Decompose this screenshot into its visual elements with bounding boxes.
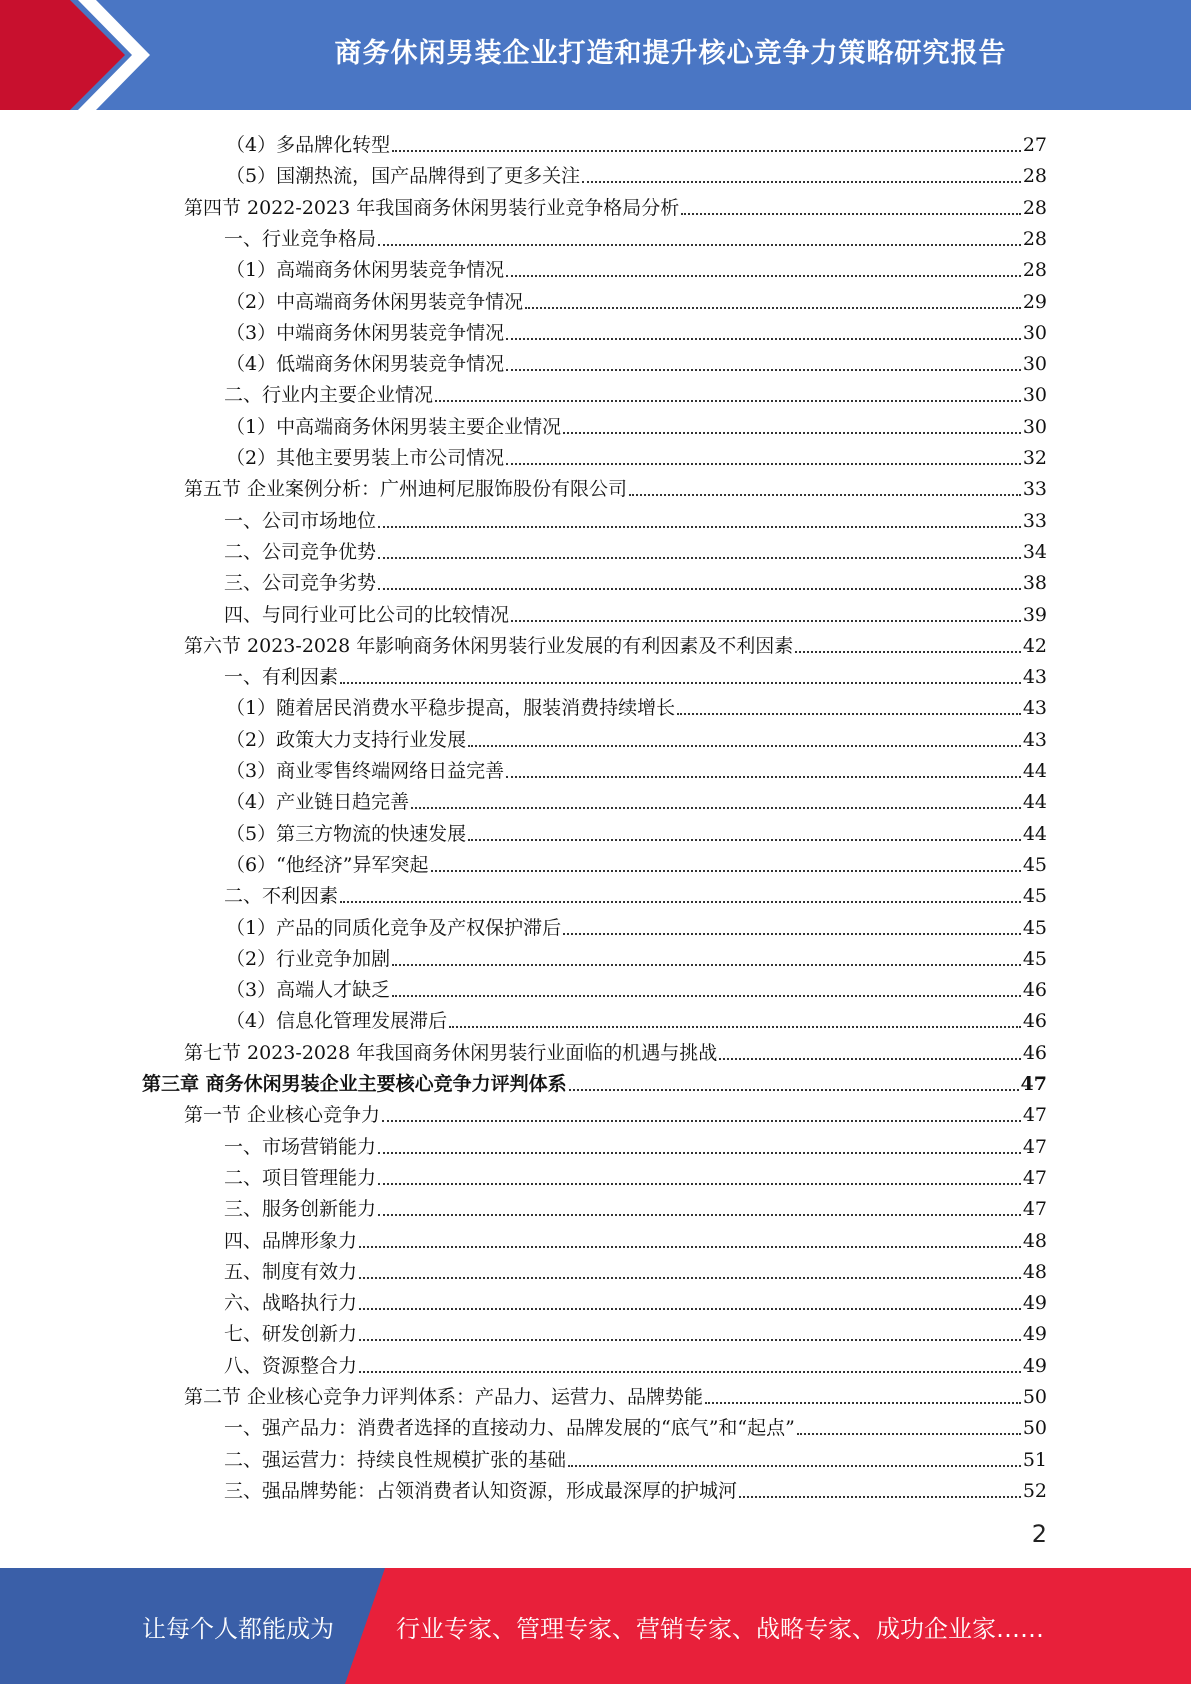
toc-entry[interactable] [226,127,1047,157]
toc-entry-title: （2）中高端商务休闲男装竞争情况 [226,290,524,313]
toc-entry-title: 三、强品牌势能：占领消费者认知资源，形成最深厚的护城河 [224,1479,738,1502]
toc-dot-leader [378,588,1021,590]
toc-entry-page: 48 [1022,1260,1047,1283]
toc-entry[interactable] [224,1285,1047,1315]
toc-entry-page: 28 [1022,165,1047,188]
toc-entry-title: （1）高端商务休闲男装竞争情况 [226,259,505,282]
toc-dot-leader [739,1496,1021,1498]
toc-dot-leader [359,1371,1021,1373]
toc-entry-page: 44 [1022,760,1047,782]
toc-entry[interactable] [226,315,1047,345]
toc-entry-page: 47 [1022,1135,1047,1158]
toc-dot-leader [359,1246,1021,1248]
toc-entry-page: 46 [1022,979,1047,1002]
toc-dot-leader [435,400,1021,402]
toc-entry[interactable] [184,471,1047,501]
toc-entry-title: 四、与同行业可比公司的比较情况 [224,603,510,626]
toc-dot-leader [506,776,1021,778]
toc-entry[interactable] [224,878,1047,908]
toc-entry[interactable] [226,690,1047,720]
toc-dot-leader [382,1120,1021,1122]
toc-entry-page: 28 [1022,196,1047,219]
toc-entry-page: 44 [1022,791,1047,814]
toc-entry-page: 34 [1022,540,1047,563]
toc-dot-leader [468,839,1021,841]
toc-entry-title: 八、资源整合力 [224,1354,358,1377]
toc-entry[interactable] [224,659,1047,689]
toc-entry-title: 一、市场营销能力 [224,1135,377,1158]
toc-entry-page: 46 [1022,1041,1047,1064]
toc-dot-leader [378,1152,1021,1154]
toc-entry-title: （1）随着居民消费水平稳步提高，服装消费持续增长 [226,697,676,720]
toc-entry-title: 六、战略执行力 [224,1292,358,1315]
toc-dot-leader [629,494,1021,496]
toc-dot-leader [705,1402,1021,1404]
toc-entry-title: 三、服务创新能力 [224,1198,377,1221]
toc-dot-leader [506,338,1021,340]
toc-entry[interactable] [226,910,1047,940]
toc-entry-title: （1）中高端商务休闲男装主要企业情况 [226,415,562,438]
toc-entry-page: 45 [1022,947,1047,970]
toc-entry[interactable] [224,1410,1047,1440]
toc-dot-leader [378,1214,1021,1216]
toc-entry-title: 第五节 企业案例分析：广州迪柯尼服饰股份有限公司 [184,478,628,501]
toc-entry-page: 49 [1022,1323,1047,1346]
toc-entry[interactable] [224,534,1047,564]
toc-dot-leader [525,307,1021,309]
toc-dot-leader [563,933,1021,935]
toc-entry[interactable] [184,1097,1047,1127]
toc-entry-title: 一、行业竞争格局 [224,227,377,250]
toc-entry-page: 50 [1022,1386,1047,1408]
toc-entry-page: 48 [1022,1229,1047,1252]
toc-dot-leader [719,1058,1021,1060]
page-footer [0,1568,1191,1684]
toc-dot-leader [449,1026,1021,1028]
toc-entry[interactable] [226,1003,1047,1033]
toc-entry[interactable] [224,377,1047,407]
toc-entry-title: 四、品牌形象力 [224,1229,358,1252]
toc-entry-page: 47 [1020,1073,1047,1095]
toc-entry-title: 三、公司竞争劣势 [224,572,377,595]
toc-entry[interactable] [226,722,1047,752]
toc-dot-leader [582,181,1021,183]
toc-dot-leader [795,651,1021,653]
toc-entry-title: 一、公司市场地位 [224,509,377,532]
toc-entry-page: 39 [1022,603,1047,626]
toc-dot-leader [569,1089,1019,1091]
toc-entry-title: 第一节 企业核心竞争力 [184,1104,381,1127]
toc-entry-page: 47 [1022,1104,1047,1127]
toc-entry[interactable] [224,1254,1047,1284]
toc-dot-leader [378,1183,1021,1185]
toc-entry-page: 49 [1022,1292,1047,1315]
toc-entry-title: （1）产品的同质化竞争及产权保护滞后 [226,916,562,939]
toc-entry-page: 28 [1022,259,1047,282]
toc-entry[interactable] [224,1442,1047,1472]
toc-entry[interactable] [226,409,1047,439]
toc-dot-leader [431,870,1021,872]
toc-dot-leader [506,369,1021,371]
toc-entry-title: （2）其他主要男装上市公司情况 [226,447,505,469]
toc-entry-title: 第四节 2022-2023 年我国商务休闲男装行业竞争格局分析 [184,196,680,219]
toc-entry-page: 30 [1022,415,1047,438]
toc-entry-title: （4）低端商务休闲男装竞争情况 [226,353,505,376]
toc-dot-leader [378,557,1021,559]
toc-entry-title: 二、强运营力：持续良性规模扩张的基础 [224,1448,567,1471]
toc-entry[interactable] [226,440,1047,470]
toc-dot-leader [359,1277,1021,1279]
toc-entry[interactable] [226,941,1047,971]
toc-dot-leader [359,1339,1021,1341]
toc-entry-page: 42 [1022,634,1047,657]
footer-slogan-left: 让每个人都能成为 [142,1614,334,1643]
toc-entry-page: 43 [1022,728,1047,751]
toc-entry[interactable] [224,1160,1047,1190]
toc-entry-page: 49 [1022,1354,1047,1377]
toc-entry-page: 50 [1022,1417,1047,1440]
toc-entry-page: 29 [1022,290,1047,313]
toc-dot-leader [511,620,1021,622]
toc-entry[interactable] [224,1129,1047,1159]
toc-entry-title: 一、有利因素 [224,666,339,689]
toc-entry-page: 30 [1022,321,1047,344]
toc-entry-page: 30 [1022,384,1047,407]
toc-entry-page: 47 [1022,1166,1047,1189]
toc-entry-title: 二、公司竞争优势 [224,540,377,563]
toc-entry-page: 38 [1022,572,1047,595]
toc-entry[interactable] [226,972,1047,1002]
toc-entry[interactable] [224,1191,1047,1221]
toc-entry-title: （3）商业零售终端网络日益完善 [226,760,505,782]
toc-dot-leader [411,807,1021,809]
page-number: 2 [1031,1520,1047,1548]
toc-entry-title: 二、项目管理能力 [224,1166,377,1189]
toc-dot-leader [392,964,1021,966]
toc-entry[interactable] [226,753,1047,783]
toc-entry-title: 第六节 2023-2028 年影响商务休闲男装行业发展的有利因素及不利因素 [184,634,794,657]
toc-entry-title: （4）多品牌化转型 [226,134,391,156]
toc-entry-title: 二、行业内主要企业情况 [224,384,434,407]
toc-entry-page: 46 [1022,1010,1047,1033]
toc-dot-leader [392,995,1021,997]
toc-entry-page: 28 [1022,227,1047,250]
toc-entry-title: （3）高端人才缺乏 [226,979,391,1002]
toc-entry-title: （6）“他经济”异军突起 [226,853,429,876]
toc-dot-leader [797,1433,1021,1435]
document-title: 商务休闲男装企业打造和提升核心竞争力策略研究报告 [334,37,1007,69]
toc-entry[interactable] [224,1316,1047,1346]
toc-dot-leader [677,713,1021,715]
toc-entry[interactable] [224,221,1047,251]
toc-entry-page: 43 [1022,697,1047,720]
toc-entry[interactable] [226,252,1047,282]
toc-entry-page: 45 [1022,916,1047,939]
toc-entry-page: 45 [1022,885,1047,908]
toc-entry-title: 二、不利因素 [224,885,339,908]
toc-entry[interactable] [184,1035,1047,1065]
toc-dot-leader [340,682,1021,684]
toc-entry[interactable] [224,1473,1047,1503]
toc-entry[interactable] [226,158,1047,188]
toc-entry-page: 32 [1022,447,1047,469]
toc-entry-page: 33 [1022,478,1047,501]
toc-entry[interactable] [224,597,1047,627]
toc-entry[interactable] [142,1066,1047,1096]
toc-entry-page: 45 [1022,853,1047,876]
toc-dot-leader [568,1465,1021,1467]
toc-entry[interactable] [224,503,1047,533]
toc-dot-leader [506,275,1021,277]
toc-entry-title: 五、制度有效力 [224,1260,358,1283]
toc-entry-title: （5）第三方物流的快速发展 [226,822,467,845]
toc-entry[interactable] [226,816,1047,846]
toc-entry-title: （4）产业链日趋完善 [226,791,410,814]
toc-dot-leader [359,1308,1021,1310]
toc-entry-page: 47 [1022,1198,1047,1221]
toc-entry[interactable] [224,1223,1047,1253]
toc-entry-title: 第三章 商务休闲男装企业主要核心竞争力评判体系 [142,1073,567,1095]
toc-entry[interactable] [184,628,1047,658]
toc-entry[interactable] [224,565,1047,595]
toc-entry-title: （2）行业竞争加剧 [226,947,391,970]
toc-entry[interactable] [226,847,1047,877]
toc-dot-leader [563,432,1021,434]
toc-dot-leader [392,150,1021,152]
toc-entry-title: 第七节 2023-2028 年我国商务休闲男装行业面临的机遇与挑战 [184,1041,718,1064]
toc-dot-leader [378,244,1021,246]
toc-entry[interactable] [184,1379,1047,1409]
toc-entry-page: 52 [1022,1479,1047,1502]
toc-entry-page: 43 [1022,666,1047,689]
toc-entry-title: 一、强产品力：消费者选择的直接动力、品牌发展的“底气”和“起点” [224,1417,795,1440]
toc-entry-title: （5）国潮热流，国产品牌得到了更多关注 [226,165,581,188]
toc-dot-leader [340,901,1021,903]
toc-entry-title: （3）中端商务休闲男装竞争情况 [226,321,505,344]
toc-entry-title: （4）信息化管理发展滞后 [226,1010,448,1033]
toc-entry[interactable] [226,346,1047,376]
toc-dot-leader [681,213,1021,215]
toc-entry-page: 51 [1022,1448,1047,1471]
footer-slogan-right: 行业专家、管理专家、营销专家、战略专家、成功企业家…… [396,1614,1044,1643]
toc-entry[interactable] [226,784,1047,814]
toc-entry[interactable] [226,284,1047,314]
toc-entry-title: 第二节 企业核心竞争力评判体系：产品力、运营力、品牌势能 [184,1386,704,1408]
header-red-arrow-icon [0,0,150,110]
toc-dot-leader [506,463,1021,465]
toc-entry-title: 七、研发创新力 [224,1323,358,1346]
toc-dot-leader [378,526,1021,528]
toc-entry[interactable] [184,190,1047,220]
page-header [0,0,1191,110]
toc-entry-page: 27 [1022,134,1047,156]
toc-entry-page: 33 [1022,509,1047,532]
toc-dot-leader [468,745,1021,747]
toc-entry-title: （2）政策大力支持行业发展 [226,728,467,751]
toc-entry[interactable] [224,1348,1047,1378]
toc-entry-page: 30 [1022,353,1047,376]
toc-entry-page: 44 [1022,822,1047,845]
